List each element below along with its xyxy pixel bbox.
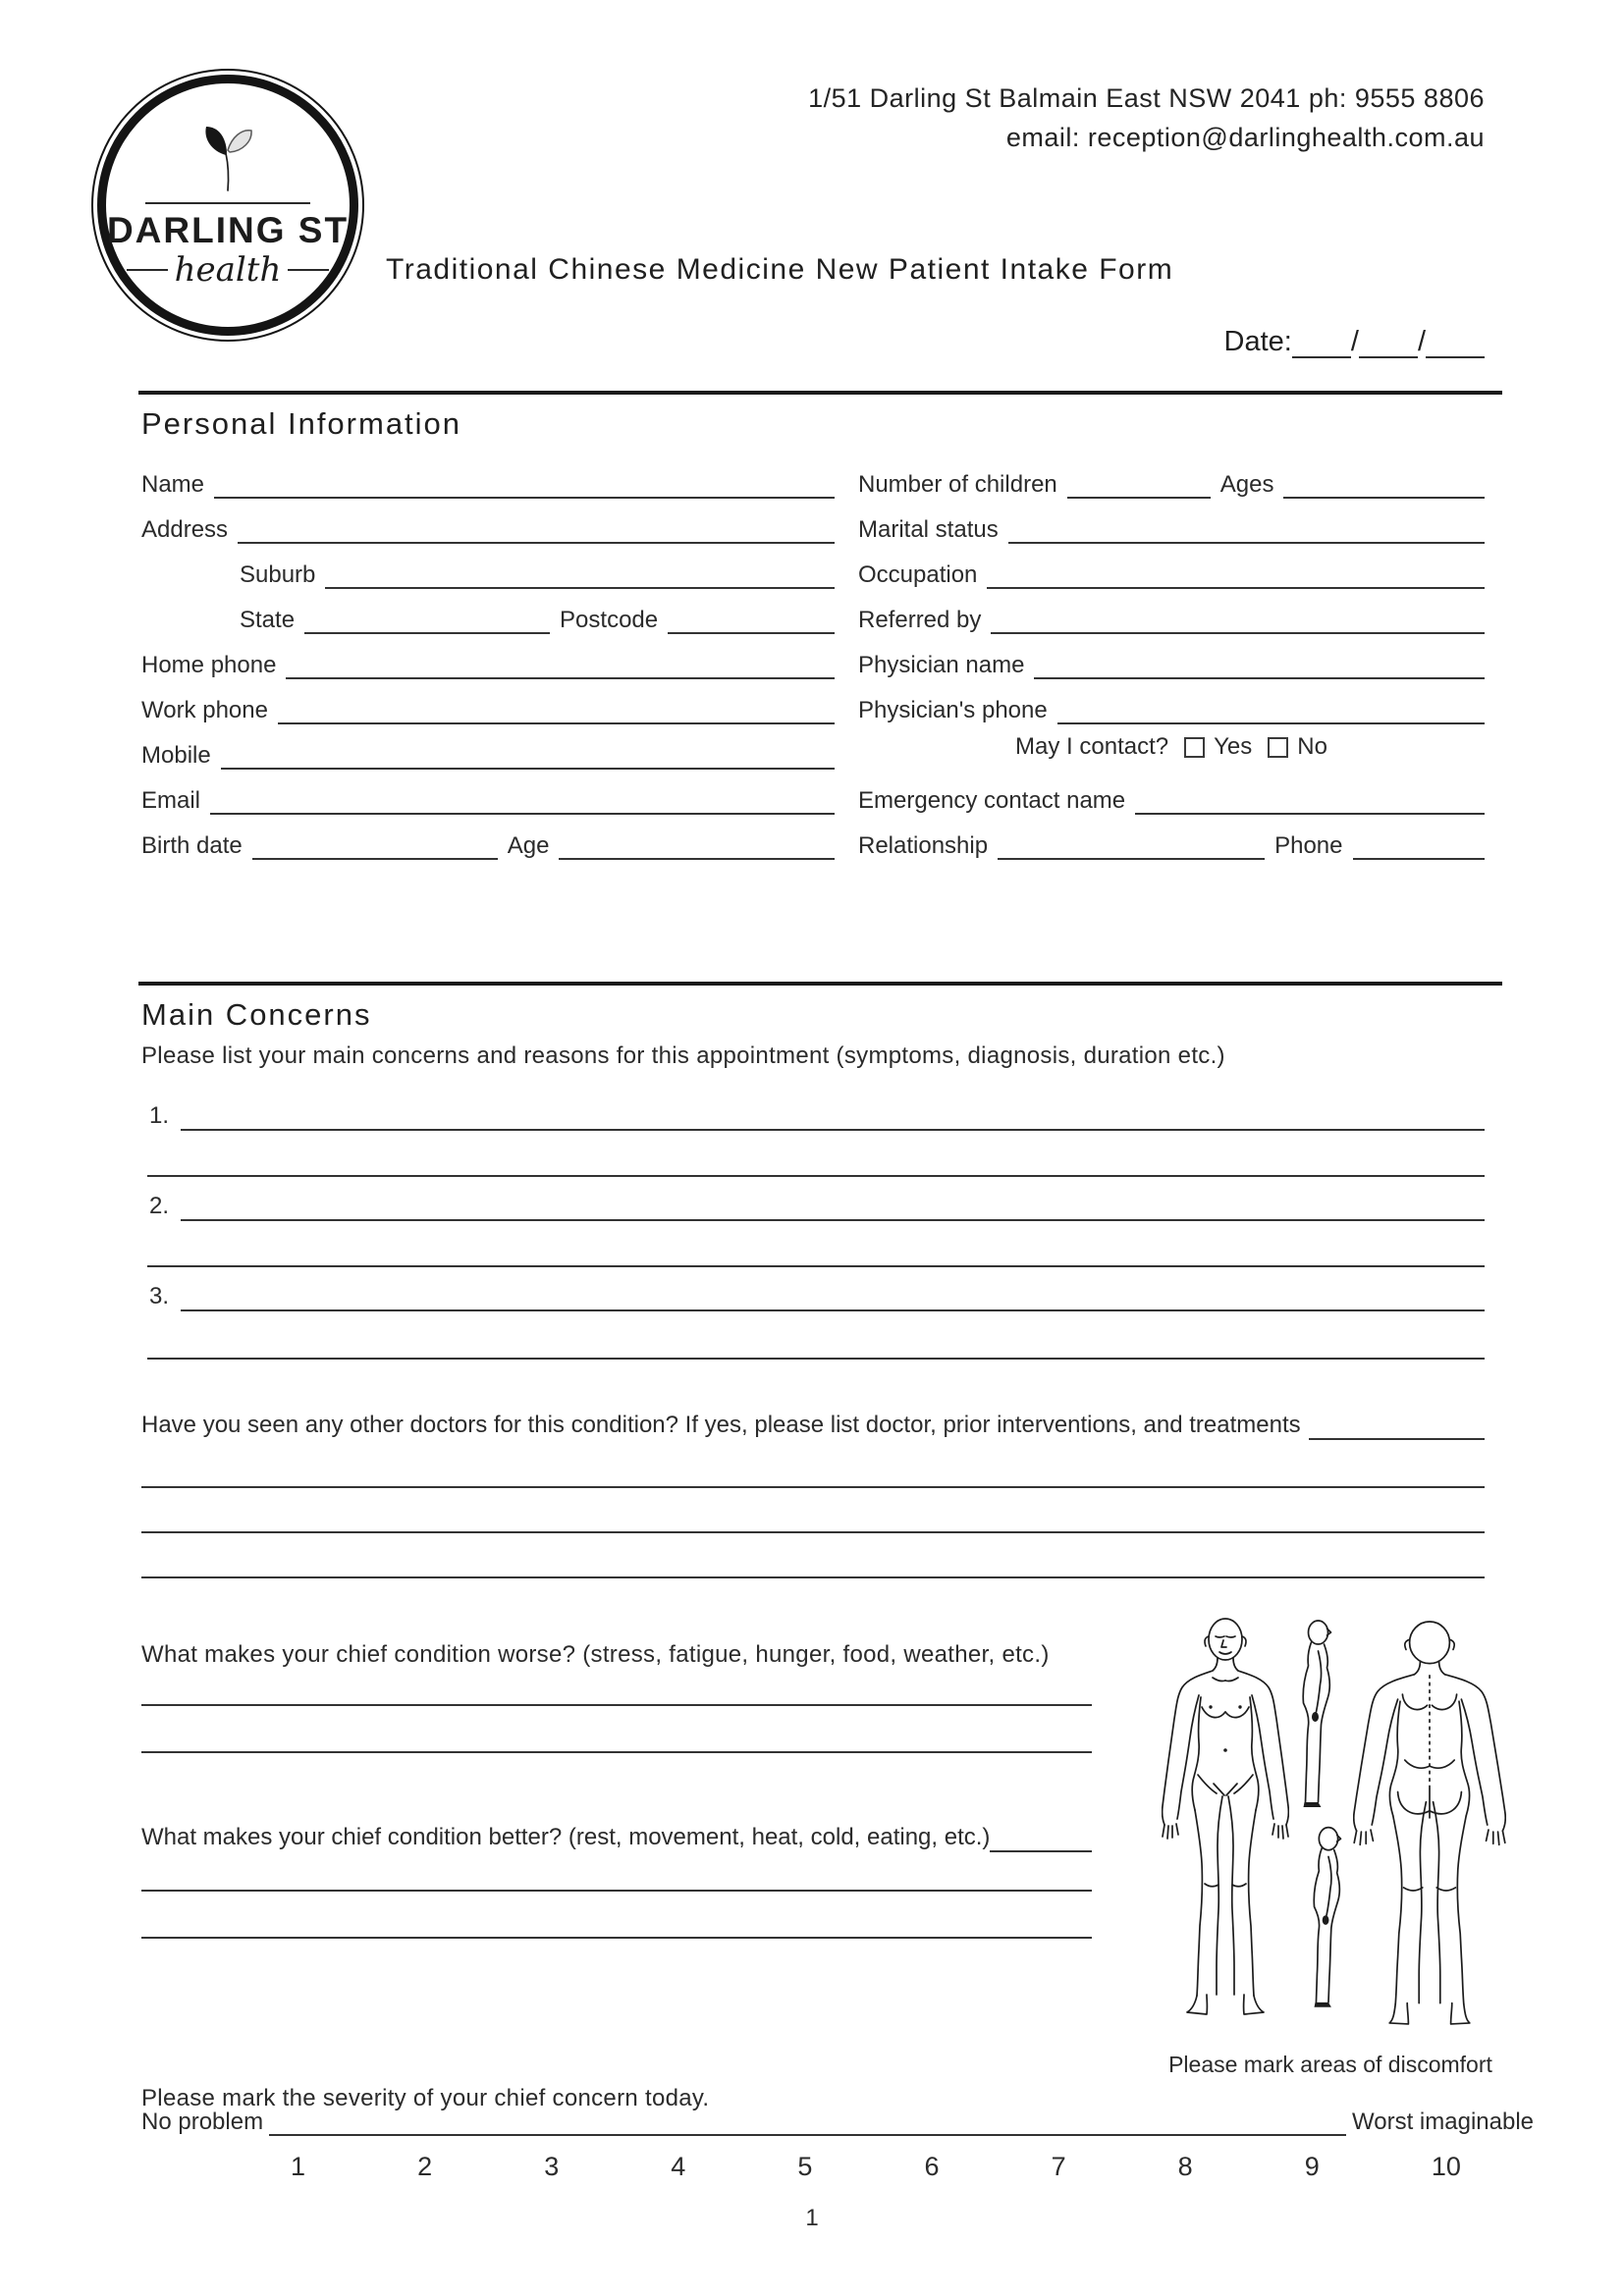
body-chart-back[interactable]: [1353, 1620, 1506, 2033]
form-title: Traditional Chinese Medicine New Patient Intake Form: [386, 253, 1174, 286]
severity-tick: 8: [1177, 2152, 1193, 2181]
other-doctors-input-line-3[interactable]: [141, 1576, 1485, 1578]
referred-by-input-line[interactable]: [991, 603, 1485, 634]
date-separator: /: [1417, 326, 1426, 357]
section-divider: [138, 391, 1502, 395]
severity-tick: 6: [924, 2152, 940, 2181]
physician-phone-input-line[interactable]: [1057, 693, 1485, 724]
field-row-work-phone: [141, 679, 835, 724]
marital-status-label: Marital status: [858, 516, 999, 544]
address-input-line[interactable]: [238, 512, 835, 544]
email-label: Email: [141, 787, 201, 815]
severity-min-label: No problem: [141, 2109, 264, 2135]
date-year-input-line[interactable]: [1426, 329, 1485, 358]
body-chart-caption: Please mark areas of discomfort: [1168, 2052, 1492, 2077]
body-chart-side-upper[interactable]: [1290, 1620, 1345, 1821]
ages-input-line[interactable]: [1283, 467, 1485, 499]
condition-better-input-line-2[interactable]: [141, 1937, 1092, 1939]
condition-worse-input-line-1[interactable]: [141, 1704, 1092, 1706]
email-input-line[interactable]: [210, 783, 835, 815]
severity-max-label: Worst imaginable: [1352, 2109, 1534, 2135]
concern-1-row: [149, 1086, 1485, 1131]
condition-better-question: What makes your chief condition better? (rest, movement, heat, cold, eating, etc.): [141, 1824, 991, 1850]
age-input-line[interactable]: [559, 828, 835, 860]
severity-tick: 7: [1051, 2152, 1066, 2181]
field-row-physician-phone: [858, 679, 1485, 724]
severity-tick: 1: [291, 2152, 306, 2181]
concern-1-input-line-1[interactable]: [181, 1103, 1485, 1131]
concern-3-row: [149, 1266, 1485, 1311]
body-back-figure: [1353, 1620, 1506, 2028]
personal-info-heading: Personal Information: [141, 406, 462, 441]
emergency-contact-input-line[interactable]: [1135, 783, 1485, 815]
field-row-marital: [858, 499, 1485, 544]
severity-instruction: Please mark the severity of your chief concern today.: [141, 2085, 710, 2111]
severity-tick-labels: [291, 2152, 1461, 2182]
body-chart-side-lower[interactable]: [1302, 1822, 1354, 2025]
emergency-phone-input-line[interactable]: [1353, 828, 1486, 860]
ages-label: Ages: [1219, 471, 1274, 499]
other-doctors-question: Have you seen any other doctors for this condition? If yes, please list doctor, prior interventions, and treatments: [141, 1412, 1301, 1438]
may-contact-yes-label: Yes: [1214, 733, 1253, 760]
birth-date-input-line[interactable]: [252, 828, 498, 860]
main-concerns-intro: Please list your main concerns and reasons for this appointment (symptoms, diagnosis, duration etc.): [141, 1042, 1225, 1069]
may-contact-yes-checkbox[interactable]: [1184, 737, 1205, 758]
date-month-input-line[interactable]: [1359, 329, 1418, 358]
age-label: Age: [507, 832, 550, 860]
may-contact-no-label: No: [1297, 733, 1327, 760]
physician-name-label: Physician name: [858, 652, 1025, 679]
address-label: Address: [141, 516, 229, 544]
logo-title: DARLING ST: [106, 210, 350, 250]
date-separator: /: [1350, 326, 1359, 357]
date-label: Date:: [1223, 326, 1292, 357]
clinic-logo: [91, 69, 364, 342]
condition-better-question-row: [141, 1824, 1092, 1852]
field-row-email: [141, 770, 835, 815]
home-phone-input-line[interactable]: [286, 648, 835, 679]
children-label: Number of children: [858, 471, 1057, 499]
field-row-home-phone: [141, 634, 835, 679]
work-phone-label: Work phone: [141, 697, 268, 724]
field-row-mobile: [141, 724, 835, 770]
concern-3-number: 3.: [149, 1283, 170, 1310]
concern-3-input-line-2[interactable]: [147, 1358, 1485, 1360]
clinic-address-phone: 1/51 Darling St Balmain East NSW 2041 ph: 9555 8806: [808, 83, 1485, 113]
logo-subtitle: health: [174, 250, 282, 290]
physician-name-input-line[interactable]: [1034, 648, 1485, 679]
field-row-referred: [858, 589, 1485, 634]
field-row-may-contact: [858, 724, 1485, 770]
physician-phone-label: Physician's phone: [858, 697, 1048, 724]
condition-worse-input-line-2[interactable]: [141, 1751, 1092, 1753]
relationship-input-line[interactable]: [998, 828, 1265, 860]
other-doctors-input-line-0[interactable]: [1309, 1413, 1485, 1440]
relationship-label: Relationship: [858, 832, 989, 860]
work-phone-input-line[interactable]: [278, 693, 835, 724]
referred-by-label: Referred by: [858, 607, 982, 634]
concern-2-number: 2.: [149, 1193, 170, 1220]
field-row-suburb: [141, 544, 835, 589]
severity-tick: 3: [544, 2152, 560, 2181]
field-row-state-postcode: [141, 589, 835, 634]
body-front-figure: [1162, 1616, 1289, 2020]
may-contact-label: May I contact?: [1015, 733, 1169, 760]
severity-tick: 2: [417, 2152, 433, 2181]
clinic-logo-ring: [97, 75, 358, 336]
personal-info-grid: [141, 454, 1485, 860]
suburb-label: Suburb: [240, 561, 316, 589]
severity-tick: 5: [797, 2152, 813, 2181]
field-row-relationship-phone: [858, 815, 1485, 860]
logo-divider-top: [145, 202, 310, 204]
body-side-figure: [1290, 1620, 1345, 1816]
severity-tick: 10: [1431, 2152, 1461, 2181]
clinic-contact-info: [808, 79, 1485, 157]
field-row-physician-name: [858, 634, 1485, 679]
other-doctors-input-line-1[interactable]: [141, 1486, 1485, 1488]
concern-2-input-line-1[interactable]: [181, 1194, 1485, 1221]
may-contact-no-checkbox[interactable]: [1268, 737, 1288, 758]
field-row-name: [141, 454, 835, 499]
postcode-input-line[interactable]: [668, 603, 835, 634]
concern-3-input-line-1[interactable]: [181, 1284, 1485, 1311]
suburb-input-line[interactable]: [325, 558, 835, 589]
phone-label: Phone: [1274, 832, 1343, 860]
severity-tick: 9: [1304, 2152, 1320, 2181]
date-field: [1224, 326, 1485, 358]
occupation-label: Occupation: [858, 561, 978, 589]
name-input-line[interactable]: [214, 467, 835, 499]
condition-better-input-line-0[interactable]: [990, 1825, 1092, 1852]
leaf-icon: [197, 124, 258, 192]
body-side-figure: [1302, 1822, 1354, 2020]
state-label: State: [240, 607, 296, 634]
field-row-children: [858, 454, 1485, 499]
emergency-contact-label: Emergency contact name: [858, 787, 1126, 815]
children-input-line[interactable]: [1067, 467, 1211, 499]
severity-scale-row: [141, 2107, 1534, 2136]
other-doctors-question-row: [141, 1412, 1485, 1440]
severity-scale-line[interactable]: [269, 2107, 1346, 2136]
field-row-birthdate-age: [141, 815, 835, 860]
home-phone-label: Home phone: [141, 652, 277, 679]
condition-worse-question: What makes your chief condition worse? (stress, fatigue, hunger, food, weather, etc.): [141, 1641, 1050, 1668]
personal-left-column: [141, 454, 835, 860]
condition-better-input-line-1[interactable]: [141, 1890, 1092, 1892]
concern-1-number: 1.: [149, 1102, 170, 1130]
personal-right-column: [858, 454, 1485, 860]
severity-tick: 4: [671, 2152, 686, 2181]
marital-status-input-line[interactable]: [1008, 512, 1485, 544]
state-input-line[interactable]: [304, 603, 550, 634]
occupation-input-line[interactable]: [987, 558, 1485, 589]
name-label: Name: [141, 471, 205, 499]
main-concerns-heading: Main Concerns: [141, 997, 372, 1032]
other-doctors-input-line-2[interactable]: [141, 1531, 1485, 1533]
body-chart-front[interactable]: [1162, 1616, 1289, 2025]
logo-divider-right: [288, 269, 329, 271]
field-row-occupation: [858, 544, 1485, 589]
page-number: 1: [805, 2205, 819, 2231]
logo-divider-left: [127, 269, 168, 271]
mobile-input-line[interactable]: [221, 738, 835, 770]
postcode-label: Postcode: [560, 607, 659, 634]
clinic-email: email: reception@darlinghealth.com.au: [1005, 123, 1485, 152]
date-day-input-line[interactable]: [1292, 329, 1351, 358]
mobile-label: Mobile: [141, 742, 211, 770]
field-row-emergency: [858, 770, 1485, 815]
birth-date-label: Birth date: [141, 832, 243, 860]
concern-2-row: [149, 1176, 1485, 1221]
section-divider: [138, 982, 1502, 986]
field-row-address: [141, 499, 835, 544]
